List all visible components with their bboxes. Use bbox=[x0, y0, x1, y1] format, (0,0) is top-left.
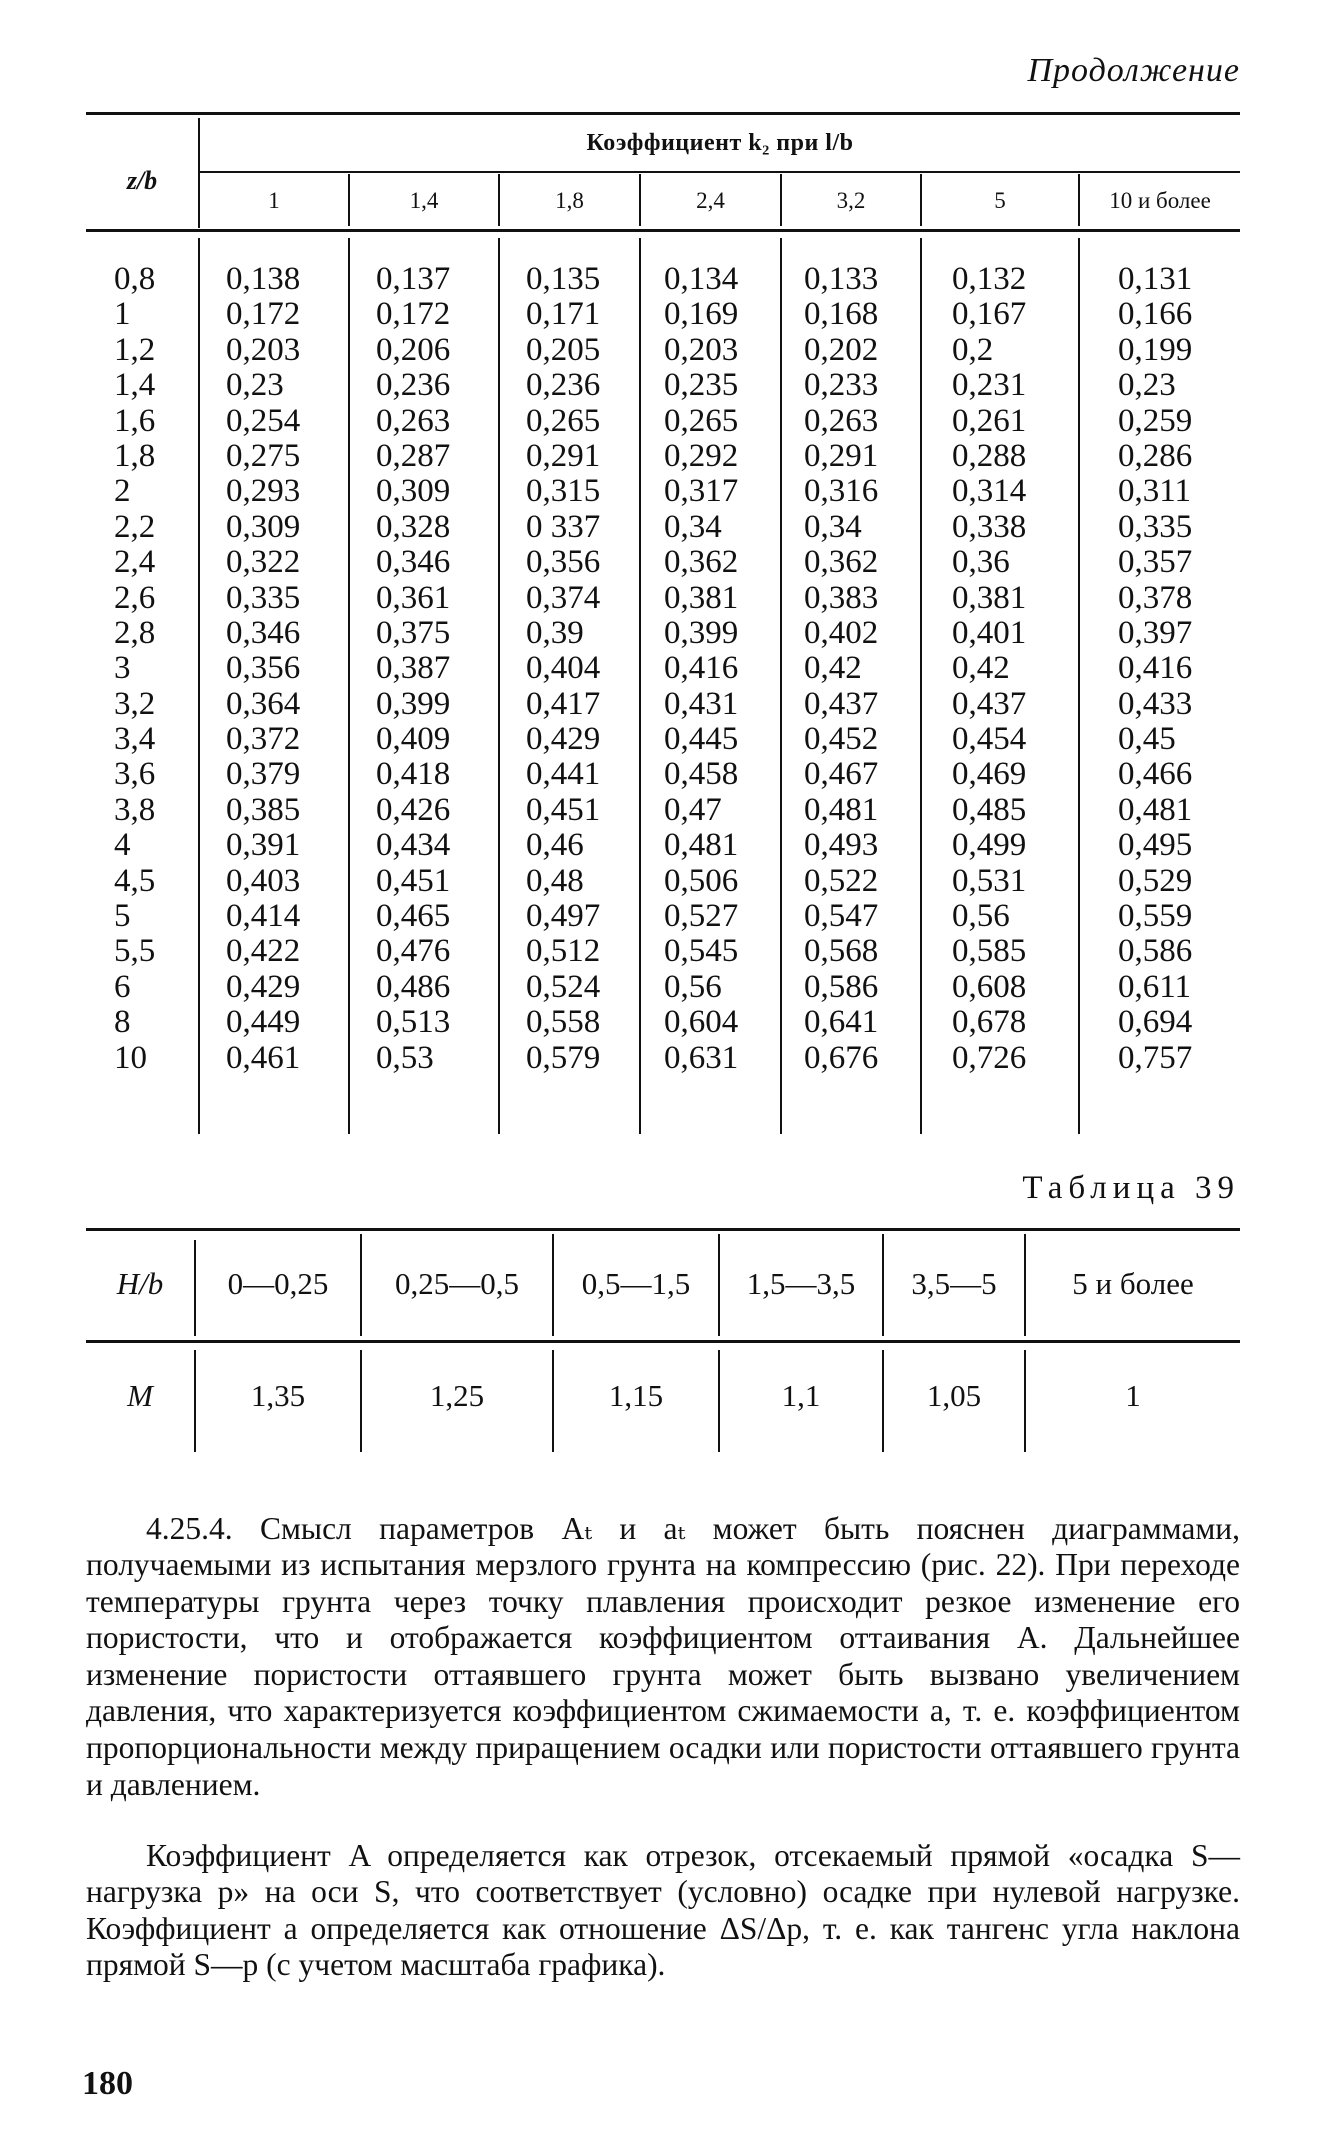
zb-value: 4 bbox=[114, 827, 131, 864]
table-cell: 0,311 bbox=[1118, 473, 1192, 510]
table-cell: 0,168 bbox=[804, 296, 879, 333]
zb-value: 5,5 bbox=[114, 933, 156, 970]
table-cell: 0,426 bbox=[376, 791, 451, 828]
table-cell: 0,265 bbox=[526, 402, 601, 439]
table-cell: 0,387 bbox=[376, 650, 451, 687]
table-cell: 0,422 bbox=[226, 933, 301, 970]
table-cell: 0,545 bbox=[664, 933, 739, 970]
table-cell: 0,291 bbox=[526, 437, 601, 474]
col-divider bbox=[920, 238, 922, 1134]
table-cell: 0,378 bbox=[1118, 579, 1193, 616]
table-cell: 0,527 bbox=[664, 898, 739, 935]
table-cell: 0,757 bbox=[1118, 1039, 1193, 1076]
col-divider bbox=[639, 238, 641, 1134]
table-cell: 0,585 bbox=[952, 933, 1027, 970]
table-cell: 0,346 bbox=[226, 614, 301, 651]
table-cell: 0,45 bbox=[1118, 721, 1176, 758]
coefficient-table bbox=[86, 112, 1240, 1132]
table-cell: 0,524 bbox=[526, 968, 601, 1005]
table-cell: 0,171 bbox=[526, 296, 601, 333]
table-cell: 0,374 bbox=[526, 579, 601, 616]
table-cell: 0,316 bbox=[804, 473, 879, 510]
values-column bbox=[1118, 262, 1192, 1076]
table39-value: 1,35 bbox=[250, 1378, 306, 1413]
table-cell: 0,286 bbox=[1118, 437, 1193, 474]
table-cell: 0,476 bbox=[376, 933, 451, 970]
table-cell: 0,399 bbox=[376, 685, 451, 722]
table-cell: 0,403 bbox=[226, 862, 301, 899]
table-cell: 0,34 bbox=[664, 508, 722, 545]
table-cell: 0,611 bbox=[1118, 968, 1192, 1005]
table-cell: 0,451 bbox=[376, 862, 451, 899]
table-cell: 0,429 bbox=[226, 968, 301, 1005]
table39-header-cell: 3,5—5 bbox=[911, 1266, 997, 1301]
table-cell: 0,265 bbox=[664, 402, 739, 439]
table-cell: 0,401 bbox=[952, 614, 1027, 651]
table-cell: 0,451 bbox=[526, 791, 601, 828]
table-cell: 0,315 bbox=[526, 473, 601, 510]
table-cell: 0,559 bbox=[1118, 898, 1193, 935]
table-cell: 0,199 bbox=[1118, 331, 1193, 368]
table-cell: 0,236 bbox=[376, 367, 451, 404]
table-cell: 0,362 bbox=[804, 544, 879, 581]
zb-value: 8 bbox=[114, 1004, 131, 1041]
table-cell: 0,414 bbox=[226, 898, 301, 935]
table-cell: 0,418 bbox=[376, 756, 451, 793]
zb-value: 1,4 bbox=[114, 367, 156, 404]
table-cell: 0,322 bbox=[226, 544, 301, 581]
table-cell: 0,172 bbox=[376, 296, 451, 333]
table-cell: 0,397 bbox=[1118, 614, 1193, 651]
page-number: 180 bbox=[82, 2065, 133, 2102]
zb-value: 3,2 bbox=[114, 685, 156, 722]
column-header: 5 bbox=[994, 188, 1006, 213]
table-cell: 0,493 bbox=[804, 827, 879, 864]
table-cell: 0,452 bbox=[804, 721, 879, 758]
table-mid-rule bbox=[86, 1340, 1240, 1343]
table-cell: 0,726 bbox=[952, 1039, 1027, 1076]
col-divider bbox=[348, 238, 350, 1134]
header-bottom-rule bbox=[86, 229, 1240, 232]
table-top-rule bbox=[86, 1228, 1240, 1231]
table39-header-cell: 5 и более bbox=[1072, 1266, 1194, 1301]
table-cell: 0,641 bbox=[804, 1004, 879, 1041]
table-cell: 0,314 bbox=[952, 473, 1027, 510]
zb-value: 2,6 bbox=[114, 579, 156, 616]
table-cell: 0,263 bbox=[804, 402, 879, 439]
table39-header-cell: 1,5—3,5 bbox=[746, 1266, 856, 1301]
table39-header-cell: 0,25—0,5 bbox=[395, 1266, 519, 1301]
table-cell: 0,48 bbox=[526, 862, 584, 899]
table-cell: 0,385 bbox=[226, 791, 301, 828]
table39-header-cell: 0,5—1,5 bbox=[581, 1266, 691, 1301]
table-cell: 0,431 bbox=[664, 685, 739, 722]
zb-value: 10 bbox=[114, 1039, 147, 1076]
table-cell: 0,383 bbox=[804, 579, 879, 616]
table-cell: 0,558 bbox=[526, 1004, 601, 1041]
table-cell: 0,259 bbox=[1118, 402, 1193, 439]
values-column bbox=[664, 262, 738, 1076]
table-cell: 0,579 bbox=[526, 1039, 601, 1076]
table39-header-cell: 0—0,25 bbox=[227, 1266, 329, 1301]
table-cell: 0,466 bbox=[1118, 756, 1193, 793]
span-header: Коэффициент k₂ при l/b bbox=[586, 130, 854, 156]
table-cell: 0,461 bbox=[226, 1039, 301, 1076]
table-cell: 0,131 bbox=[1118, 261, 1193, 297]
table-cell: 0,203 bbox=[664, 331, 739, 368]
header-sub-rule bbox=[200, 171, 1240, 173]
table-cell: 0,586 bbox=[804, 968, 879, 1005]
table-cell: 0,56 bbox=[952, 898, 1010, 935]
table-cell: 0,467 bbox=[804, 756, 879, 793]
table-cell: 0,275 bbox=[226, 437, 301, 474]
table-cell: 0,254 bbox=[226, 402, 301, 439]
zb-value: 1 bbox=[114, 296, 131, 333]
values-column bbox=[952, 262, 1026, 1076]
table-cell: 0,53 bbox=[376, 1039, 434, 1076]
col-divider bbox=[780, 238, 782, 1134]
table-cell: 0,676 bbox=[804, 1039, 879, 1076]
column-header: 2,4 bbox=[696, 188, 725, 213]
table39 bbox=[86, 1228, 1240, 1458]
table-cell: 0,531 bbox=[952, 862, 1027, 899]
table-cell: 0,356 bbox=[526, 544, 601, 581]
table-cell: 0,417 bbox=[526, 685, 601, 722]
table-cell: 0,56 bbox=[664, 968, 722, 1005]
table-cell: 0,522 bbox=[804, 862, 879, 899]
table-cell: 0,23 bbox=[1118, 367, 1176, 404]
table-cell: 0,338 bbox=[952, 508, 1027, 545]
column-header: 1,4 bbox=[409, 188, 439, 213]
table-cell: 0,309 bbox=[376, 473, 451, 510]
table-cell: 0,36 bbox=[952, 544, 1010, 581]
table39-value: 1,05 bbox=[926, 1378, 982, 1413]
table-cell: 0,362 bbox=[664, 544, 739, 581]
table-cell: 0,134 bbox=[664, 261, 739, 297]
values-column bbox=[226, 262, 300, 1076]
table-cell: 0,416 bbox=[1118, 650, 1193, 687]
col-divider bbox=[198, 238, 200, 1134]
table-cell: 0,429 bbox=[526, 721, 601, 758]
table-cell: 0,23 bbox=[226, 367, 284, 404]
zb-value: 2,4 bbox=[114, 544, 156, 581]
paragraph: Коэффициент A определяется как отрезок, отсекаемый прямой «осадка S—нагрузка p» на оси S, что соответствует (условно) осадке при нулевой нагрузке. Коэффициент a определяется как отношение ΔS/Δp, т. е. как тангенс угла наклона прямой S—p (с учетом масштаба графика). bbox=[86, 1837, 1240, 1983]
table-cell: 0,42 bbox=[804, 650, 862, 687]
zb-value: 3 bbox=[114, 650, 131, 687]
table-cell: 0,233 bbox=[804, 367, 879, 404]
zb-value: 3,4 bbox=[114, 721, 156, 758]
table-cell: 0,346 bbox=[376, 544, 451, 581]
table-cell: 0,437 bbox=[804, 685, 879, 722]
table-cell: 0,317 bbox=[664, 473, 739, 510]
table-cell: 0,497 bbox=[526, 898, 601, 935]
column-header: 1,8 bbox=[555, 188, 584, 213]
table-cell: 0,263 bbox=[376, 402, 451, 439]
table39-value: 1 bbox=[1125, 1378, 1141, 1413]
table-cell: 0,206 bbox=[376, 331, 451, 368]
table-cell: 0,568 bbox=[804, 933, 879, 970]
table-cell: 0,357 bbox=[1118, 544, 1193, 581]
table-cell: 0,309 bbox=[226, 508, 301, 545]
table-cell: 0,391 bbox=[226, 827, 301, 864]
column-header: 10 и более bbox=[1109, 188, 1211, 213]
zb-value: 2,2 bbox=[114, 508, 156, 545]
table-cell: 0,458 bbox=[664, 756, 739, 793]
table-cell: 0,34 bbox=[804, 508, 862, 545]
table-cell: 0,167 bbox=[952, 296, 1027, 333]
table-cell: 0,486 bbox=[376, 968, 451, 1005]
table-cell: 0,138 bbox=[226, 261, 301, 297]
table-cell: 0,529 bbox=[1118, 862, 1193, 899]
table39-title: Таблица 39 bbox=[1022, 1170, 1240, 1206]
table-cell: 0,2 bbox=[952, 331, 994, 368]
table-cell: 0,356 bbox=[226, 650, 301, 687]
table-cell: 0,506 bbox=[664, 862, 739, 899]
table-cell: 0,375 bbox=[376, 614, 451, 651]
table-cell: 0,485 bbox=[952, 791, 1027, 828]
table39-header-label: H/b bbox=[116, 1266, 164, 1301]
table-cell: 0,287 bbox=[376, 437, 451, 474]
table-cell: 0 337 bbox=[526, 508, 601, 545]
zb-column bbox=[114, 262, 155, 1076]
zb-value: 1,2 bbox=[114, 331, 156, 368]
table-cell: 0,364 bbox=[226, 685, 301, 722]
table-cell: 0,512 bbox=[526, 933, 601, 970]
table-cell: 0,288 bbox=[952, 437, 1027, 474]
values-column bbox=[526, 262, 600, 1076]
values-column bbox=[376, 262, 450, 1076]
table-cell: 0,449 bbox=[226, 1004, 301, 1041]
table-cell: 0,404 bbox=[526, 650, 601, 687]
column-header: 3,2 bbox=[836, 188, 866, 213]
table-cell: 0,372 bbox=[226, 721, 301, 758]
table-cell: 0,137 bbox=[376, 261, 451, 297]
table-cell: 0,631 bbox=[664, 1039, 739, 1076]
table-cell: 0,399 bbox=[664, 614, 739, 651]
table-cell: 0,481 bbox=[804, 791, 879, 828]
table-cell: 0,335 bbox=[1118, 508, 1193, 545]
table-cell: 0,132 bbox=[952, 261, 1027, 297]
table-cell: 0,46 bbox=[526, 827, 584, 864]
table-cell: 0,409 bbox=[376, 721, 451, 758]
table39-value: 1,25 bbox=[429, 1378, 485, 1413]
column-header: 1 bbox=[268, 188, 280, 213]
table-cell: 0,381 bbox=[952, 579, 1027, 616]
table-cell: 0,604 bbox=[664, 1004, 739, 1041]
table-cell: 0,379 bbox=[226, 756, 301, 793]
table-cell: 0,513 bbox=[376, 1004, 451, 1041]
table-cell: 0,586 bbox=[1118, 933, 1193, 970]
table-cell: 0,381 bbox=[664, 579, 739, 616]
table-cell: 0,454 bbox=[952, 721, 1027, 758]
table-cell: 0,465 bbox=[376, 898, 451, 935]
table-cell: 0,434 bbox=[376, 827, 451, 864]
table-cell: 0,203 bbox=[226, 331, 301, 368]
table-top-rule bbox=[86, 112, 1240, 115]
table-cell: 0,291 bbox=[804, 437, 879, 474]
continuation-label: Продолжение bbox=[1027, 52, 1240, 89]
paragraph: 4.25.4. Смысл параметров Aₜ и aₜ может быть пояснен диаграммами, получаемыми из испытания мерзлого грунта на компрессию (рис. 22). При переходе температуры грунта через точку плавления происходит резкое изменение его пористости, что и отображается коэффициентом оттаивания A. Дальнейшее изменение пористости оттаявшего грунта может быть вызвано увеличением давления, что характеризуется коэффициентом сжимаемости a, т. е. коэффициентом пропорциональности между приращением осадки или пористости оттаявшего грунта и давлением. bbox=[86, 1510, 1240, 1802]
table-cell: 0,202 bbox=[804, 331, 879, 368]
zb-value: 1,6 bbox=[114, 402, 156, 439]
zb-value: 2,8 bbox=[114, 614, 156, 651]
table-cell: 0,499 bbox=[952, 827, 1027, 864]
table39-row-label: M bbox=[127, 1378, 153, 1413]
col-divider bbox=[498, 238, 500, 1134]
table39-value: 1,1 bbox=[781, 1378, 821, 1413]
row-header: z/b bbox=[126, 166, 158, 195]
table-cell: 0,166 bbox=[1118, 296, 1193, 333]
zb-value: 4,5 bbox=[114, 862, 156, 899]
table-cell: 0,678 bbox=[952, 1004, 1027, 1041]
table-cell: 0,231 bbox=[952, 367, 1027, 404]
table-cell: 0,402 bbox=[804, 614, 879, 651]
table-cell: 0,608 bbox=[952, 968, 1027, 1005]
table-cell: 0,39 bbox=[526, 614, 584, 651]
table-cell: 0,335 bbox=[226, 579, 301, 616]
table-cell: 0,293 bbox=[226, 473, 301, 510]
table-cell: 0,42 bbox=[952, 650, 1010, 687]
zb-value: 0,8 bbox=[114, 261, 156, 297]
table-cell: 0,261 bbox=[952, 402, 1027, 439]
table-cell: 0,445 bbox=[664, 721, 739, 758]
table-cell: 0,441 bbox=[526, 756, 601, 793]
col-divider bbox=[1078, 238, 1080, 1134]
table-cell: 0,236 bbox=[526, 367, 601, 404]
table-cell: 0,481 bbox=[664, 827, 739, 864]
table-cell: 0,133 bbox=[804, 261, 879, 297]
table-cell: 0,416 bbox=[664, 650, 739, 687]
values-column bbox=[804, 262, 878, 1076]
table-cell: 0,694 bbox=[1118, 1004, 1193, 1041]
table-cell: 0,135 bbox=[526, 261, 601, 297]
zb-value: 5 bbox=[114, 898, 131, 935]
table-cell: 0,433 bbox=[1118, 685, 1193, 722]
table-cell: 0,547 bbox=[804, 898, 879, 935]
table-cell: 0,361 bbox=[376, 579, 451, 616]
table39-value: 1,15 bbox=[608, 1378, 664, 1413]
table-cell: 0,235 bbox=[664, 367, 739, 404]
table-cell: 0,47 bbox=[664, 791, 722, 828]
zb-value: 1,8 bbox=[114, 437, 156, 474]
zb-value: 3,8 bbox=[114, 791, 156, 828]
table-cell: 0,169 bbox=[664, 296, 739, 333]
zb-value: 2 bbox=[114, 473, 131, 510]
table-cell: 0,292 bbox=[664, 437, 739, 474]
table-cell: 0,437 bbox=[952, 685, 1027, 722]
table-cell: 0,205 bbox=[526, 331, 601, 368]
table-cell: 0,481 bbox=[1118, 791, 1193, 828]
zb-value: 3,6 bbox=[114, 756, 156, 793]
zb-value: 6 bbox=[114, 968, 131, 1005]
table-cell: 0,328 bbox=[376, 508, 451, 545]
table-cell: 0,495 bbox=[1118, 827, 1193, 864]
table-cell: 0,172 bbox=[226, 296, 301, 333]
table-cell: 0,469 bbox=[952, 756, 1027, 793]
